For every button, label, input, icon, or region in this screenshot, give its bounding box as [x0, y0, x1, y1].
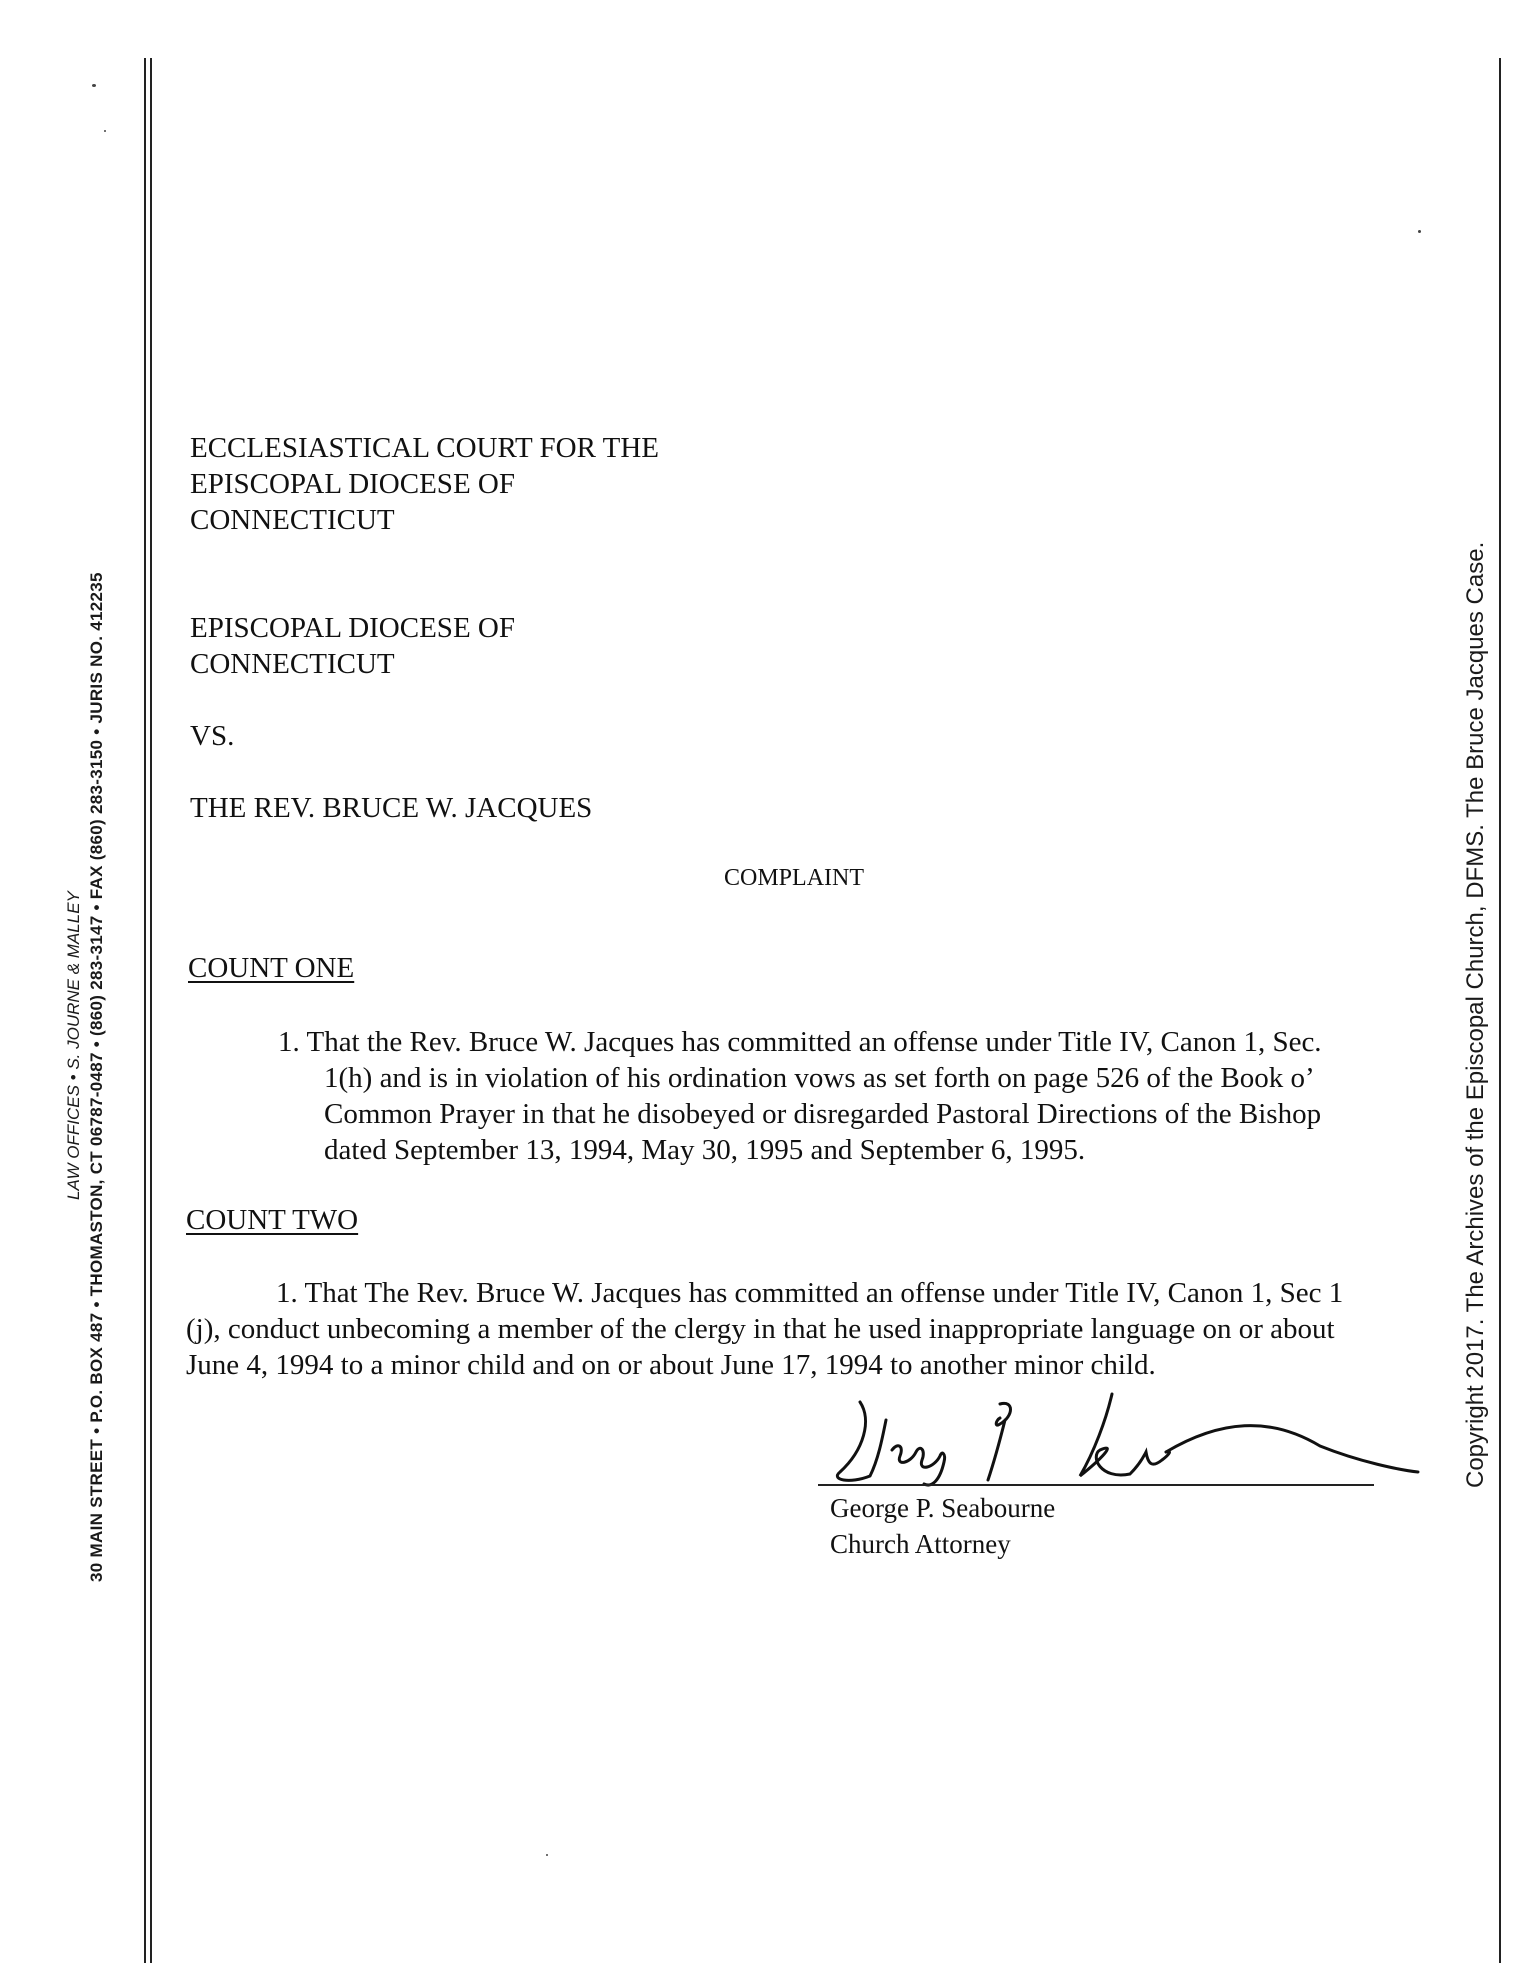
handwritten-signature	[800, 1380, 1420, 1490]
count-two-paragraph	[186, 1275, 1404, 1383]
left-margin-rule	[144, 58, 146, 1963]
right-margin-rule	[1499, 58, 1501, 1963]
paragraph-line: 1(h) and is in violation of his ordination vows as set forth on page 526 of the Book o’	[324, 1062, 1315, 1094]
defendant-name: THE REV. BRUCE W. JACQUES	[190, 792, 593, 824]
court-title-line: ECCLESIASTICAL COURT FOR THE	[190, 432, 660, 464]
signature-line	[818, 1484, 1374, 1486]
signatory-title: Church Attorney	[830, 1529, 1011, 1559]
law-office-name: LAW OFFICES • S. JOURNE & MALLEY	[64, 891, 83, 1200]
copyright-notice: Copyright 2017. The Archives of the Episcopal Church, DFMS. The Bruce Jacques Case.	[1462, 541, 1489, 1488]
paragraph-line: 1. That The Rev. Bruce W. Jacques has committed an offense under Title IV, Canon 1, Sec 1	[276, 1277, 1344, 1309]
scan-speck	[546, 1854, 548, 1856]
left-margin-rule-inner	[150, 58, 152, 1963]
paragraph-line: Common Prayer in that he disobeyed or disregarded Pastoral Directions of the Bishop	[324, 1098, 1322, 1130]
document-title: COMPLAINT	[724, 865, 865, 891]
paragraph-line: June 4, 1994 to a minor child and on or about June 17, 1994 to another minor child.	[186, 1349, 1156, 1381]
court-title-line: EPISCOPAL DIOCESE OF	[190, 468, 515, 500]
plaintiff-line: CONNECTICUT	[190, 648, 395, 680]
court-title	[190, 430, 659, 538]
count-one-heading: COUNT ONE	[188, 952, 355, 984]
paragraph-line: (j), conduct unbecoming a member of the clergy in that he used inappropriate language on or about	[186, 1313, 1335, 1345]
paragraph-line: dated September 13, 1994, May 30, 1995 and September 6, 1995.	[324, 1134, 1086, 1166]
versus-label: VS.	[190, 720, 235, 752]
plaintiff-line: EPISCOPAL DIOCESE OF	[190, 612, 515, 644]
plaintiff-name	[190, 610, 515, 682]
scan-speck	[1418, 230, 1421, 233]
scan-speck	[104, 130, 106, 132]
court-title-line: CONNECTICUT	[190, 504, 395, 536]
count-two-heading: COUNT TWO	[186, 1204, 359, 1236]
law-office-address: 30 MAIN STREET • P.O. BOX 487 • THOMASTON, CT 06787-0487 • (860) 283-3147 • FAX (860) 283-3150 • JURIS NO. 412235	[87, 572, 106, 1582]
signatory-name: George P. Seabourne	[830, 1493, 1056, 1523]
scan-speck	[92, 84, 96, 87]
count-one-paragraph	[278, 1024, 1403, 1168]
paragraph-line: 1. That the Rev. Bruce W. Jacques has committed an offense under Title IV, Canon 1, Sec.	[278, 1026, 1322, 1058]
